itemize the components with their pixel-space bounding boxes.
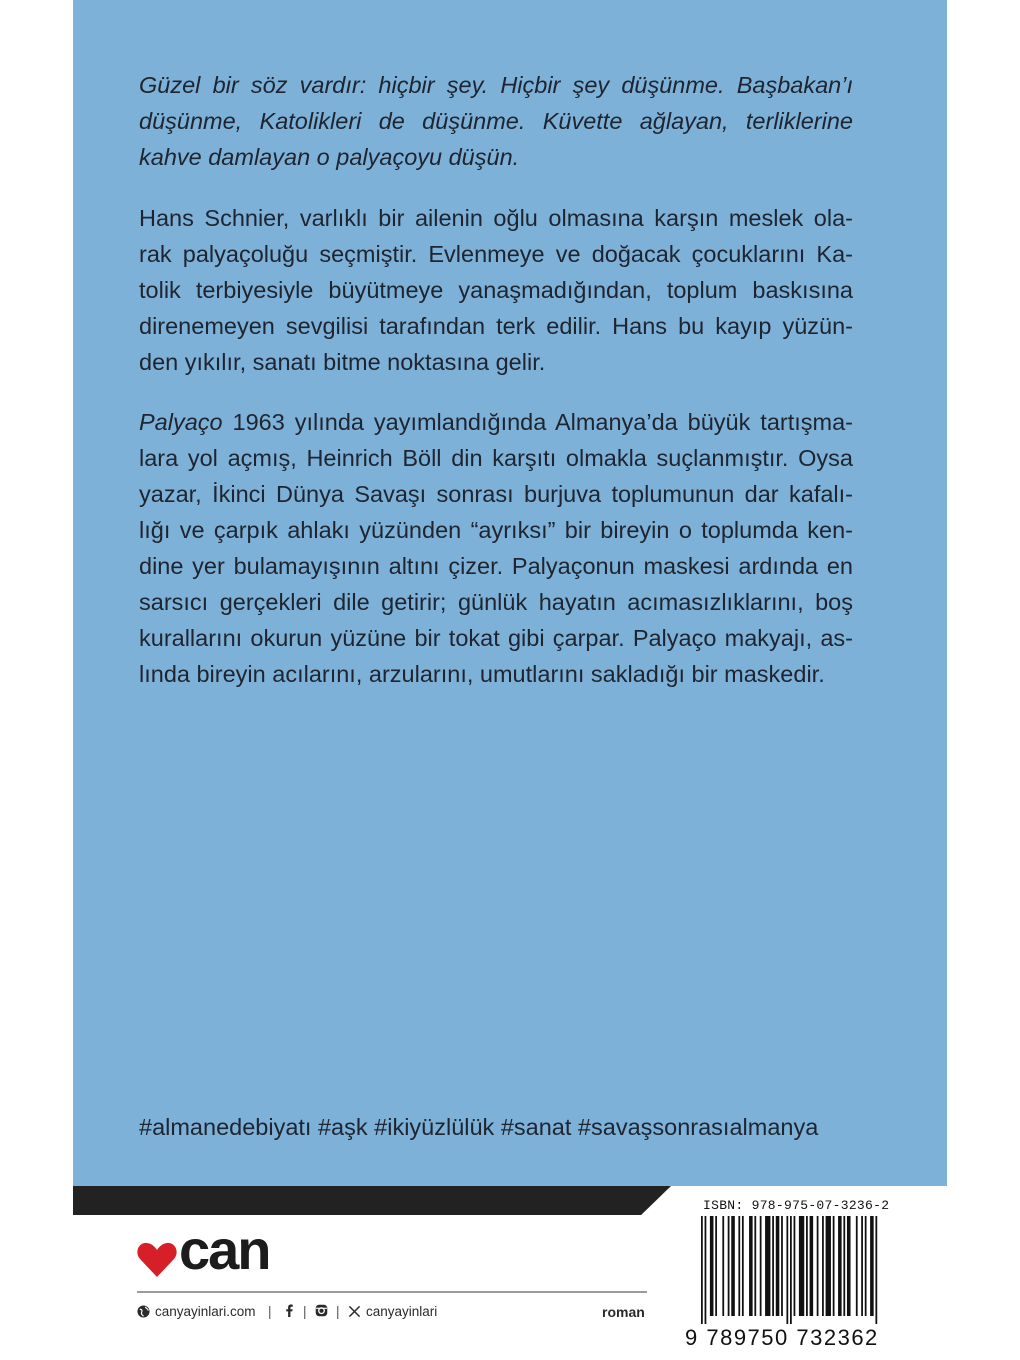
black-band	[73, 1186, 671, 1215]
barcode-bar	[749, 1216, 753, 1316]
paragraph-line: lara yol açmış, Heinrich Böll din karşıtı olmakla suçlanmıştır. Oysa	[139, 445, 853, 471]
barcode-bar	[817, 1216, 819, 1316]
barcode-bar	[772, 1216, 774, 1316]
separator: |	[303, 1304, 307, 1319]
barcode-bar	[790, 1216, 792, 1324]
barcode-bar	[781, 1216, 783, 1316]
epigraph-line: kahve damlayan o palyaçoyu düşün.	[139, 144, 520, 170]
x-link[interactable]	[348, 1304, 437, 1319]
globe-icon	[137, 1305, 150, 1318]
barcode-bar	[847, 1216, 851, 1316]
barcode-bar	[715, 1216, 717, 1316]
epigraph	[139, 67, 853, 175]
barcode-bar	[806, 1216, 808, 1316]
synopsis-paragraph-2	[139, 404, 853, 692]
barcode-bar	[701, 1216, 703, 1324]
hashtags: #almanedebiyatı #aşk #ikiyüzlülük #sanat #savaşsonrasıalmanya	[139, 1114, 819, 1140]
barcode-bar	[838, 1216, 842, 1316]
barcode-bar	[843, 1216, 845, 1316]
barcode-bar	[754, 1216, 756, 1316]
x-icon	[348, 1305, 361, 1318]
barcode-bar	[760, 1216, 762, 1316]
paragraph-line: Hans Schnier, varlıklı bir ailenin oğlu olmasına karşın meslek ola-	[139, 205, 853, 231]
barcode-bar	[776, 1216, 780, 1316]
barcode-bar	[794, 1216, 796, 1316]
instagram-link[interactable]	[315, 1304, 328, 1317]
separator: |	[336, 1304, 340, 1319]
logo-wordmark: can	[179, 1218, 270, 1281]
paragraph-line: den yıkılır, sanatı bitme noktasına gelir.	[139, 349, 546, 375]
paragraph-line: direnemeyen sevgilisi tarafından terk edilir. Hans bu kayıp yüzün-	[139, 313, 853, 339]
barcode-bar	[765, 1216, 770, 1316]
epigraph-line: düşünme, Katolikleri de düşünme. Küvette ağlayan, terliklerine	[139, 108, 853, 134]
website-link[interactable]	[137, 1304, 256, 1319]
barcode-bar	[705, 1216, 707, 1324]
barcode-bar	[833, 1216, 835, 1316]
barcode-bar	[731, 1216, 735, 1316]
website-text: canyayinlari.com	[155, 1304, 256, 1319]
instagram-icon	[315, 1304, 328, 1317]
paragraph-line: lığı ve çarpık ahlakı yüzünden “ayrıksı” bir bireyin o toplumda ken-	[139, 517, 853, 543]
book-title-italic: Palyaço	[139, 409, 223, 435]
barcode-digits: 9 789750 732362	[685, 1325, 879, 1350]
facebook-icon	[283, 1304, 296, 1317]
book-back-cover	[73, 0, 947, 1360]
paragraph-text: 1963 yılında yayımlandığında Almanya’da büyük tartışma-	[222, 409, 853, 435]
barcode-bar	[742, 1216, 744, 1316]
barcode-bar	[810, 1216, 814, 1316]
footer-divider	[137, 1291, 647, 1293]
paragraph-line	[139, 404, 853, 440]
epigraph-line: Güzel bir söz vardır: hiçbir şey. Hiçbir şey düşünme. Başbakan’ı	[139, 72, 853, 98]
publisher-footer	[137, 1304, 647, 1324]
paragraph-line: yazar, İkinci Dünya Savaşı sonrası burjuva toplumunun dar kafalı-	[139, 481, 853, 507]
paragraph-line: dine yer bulamayışının altını çizer. Palyaçonun maskesi ardında en	[139, 553, 853, 579]
paragraph-line: tolik terbiyesiyle büyütmeye yanaşmadığından, toplum baskısına	[139, 277, 853, 303]
paragraph-line: lında bireyin acılarını, arzularını, umutlarını sakladığı bir maskedir.	[139, 661, 825, 687]
publisher-logo	[137, 1218, 297, 1286]
paragraph-line: rak palyaçoluğu seçmiştir. Evlenmeye ve doğacak çocuklarını Ka-	[139, 241, 853, 267]
barcode-bar	[875, 1216, 877, 1324]
barcode-bar	[856, 1216, 858, 1316]
barcode-bar	[738, 1216, 740, 1316]
barcode-bar	[728, 1216, 730, 1316]
synopsis-paragraph-1	[139, 200, 853, 380]
social-handle-text: canyayinlari	[366, 1304, 438, 1319]
barcode-bar	[865, 1216, 867, 1316]
barcode-bar	[710, 1216, 714, 1316]
barcode-bar	[870, 1216, 874, 1316]
paragraph-line: kurallarını okurun yüzüne bir tokat gibi çarpar. Palyaço makyajı, as-	[139, 625, 853, 651]
barcode-bar	[822, 1216, 824, 1316]
barcode-bar	[786, 1216, 788, 1324]
genre-label: roman	[602, 1304, 645, 1320]
barcode-bar	[826, 1216, 831, 1316]
paragraph-line: sarsıcı gerçekleri dile getirir; günlük hayatın acımasızlıklarını, boş	[139, 589, 853, 615]
barcode	[701, 1216, 879, 1324]
barcode-bar	[722, 1216, 724, 1316]
barcode-bar	[861, 1216, 863, 1316]
facebook-link[interactable]	[283, 1304, 296, 1317]
isbn-label: ISBN: 978-975-07-3236-2	[703, 1198, 890, 1213]
separator: |	[268, 1304, 272, 1319]
barcode-bar	[799, 1216, 804, 1316]
heart-icon	[137, 1242, 177, 1278]
